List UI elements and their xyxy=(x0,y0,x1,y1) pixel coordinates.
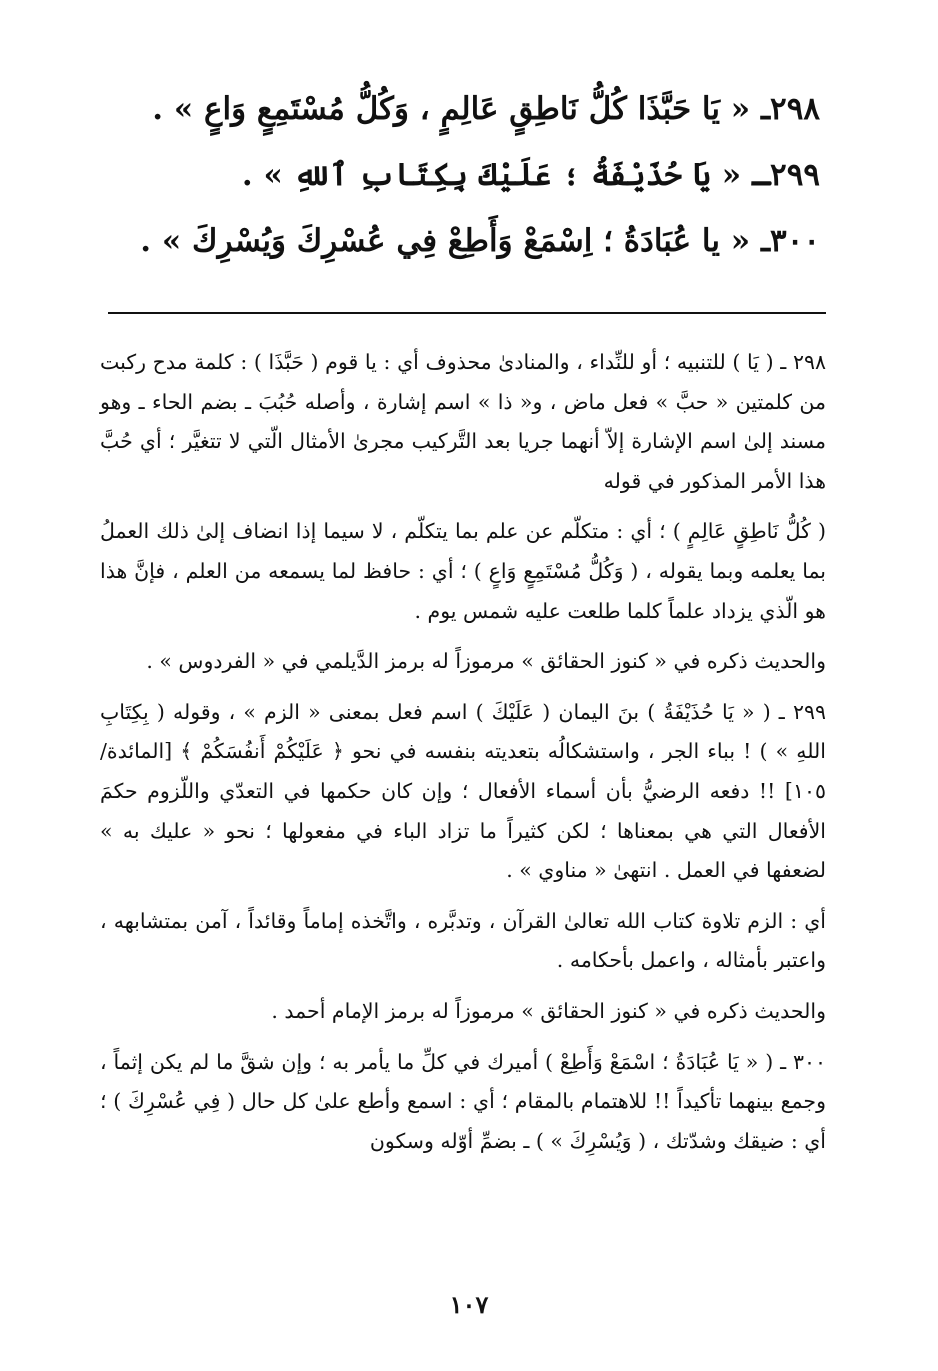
hadith-line-298: ٢٩٨ـ « يَا حَبَّذَا كُلُّ نَاطِقٍ عَالِمٍ ، وَكُلُّ مُسْتَمِعٍ وَاعٍ » . xyxy=(152,91,820,127)
page-number: ١٠٧ xyxy=(449,1290,489,1319)
text-line: ٢٩٩ ـ ( « يَا حُذَيْفَةُ ) بنَ اليمان ( عَلَيْكَ ) اسم فعل بمعنى « الزم » ، وقوله xyxy=(173,699,826,724)
text-line: الّتي لا تتغيَّر ؛ أي حُبَّ هذا الأمر المذكور في قوله xyxy=(100,429,826,493)
text-line: والحديث ذكره في « كنوز الحقائق » مرموزاً له برمز الإمام أحمد . xyxy=(271,998,826,1023)
text-line: ( بِكِتَابِ اللهِ » ) ! بباء الجر ، واستشكالُه بتعديته بنفسه في نحو ﴿ عَلَيْكُمْ أَنفُسَكُمْ ﴾ xyxy=(100,699,826,764)
commentary-paragraph-298-explanation xyxy=(100,512,826,631)
commentary-block xyxy=(100,343,826,1161)
text-line: به » لضعفها في العمل . انتهىٰ « مناوي » . xyxy=(100,818,826,883)
text-line: ٢٩٨ ـ ( يَا ) للتنبيه ؛ أو للنِّداء ، والمنادىٰ محذوف أي : يا قوم ( حَبَّذَا ) : xyxy=(240,350,826,374)
commentary-paragraph-298-source xyxy=(100,642,826,682)
text-line: كلمة مدح ركبت من كلمتين « حبَّ » فعل ماض ، و« ذا » اسم إشارة ، وأصله حُبُبَ xyxy=(100,350,826,414)
hadith-line-300: ٣٠٠ـ « يا عُبَادَةُ ؛ اِسْمَعْ وَأَطِعْ فِي عُسْرِكَ وَيُسْرِكَ » . xyxy=(140,223,820,259)
text-line: العلم ، فإنَّ هذا هو الّذي يزداد علماً كلما طلعت عليه شمس يوم . xyxy=(100,558,826,623)
text-line: حكمَ الأفعال التي هي بمعناها ؛ لكن كثيراً ما تزاد الباء في مفعولها ؛ نحو « عليك xyxy=(100,778,826,843)
text-line: ( كُلُّ نَاطِقٍ عَالِمٍ ) ؛ أي : متكلّم عن علم بما يتكلّم ، لا سيما إذا انضاف إلىٰ xyxy=(195,519,826,544)
commentary-paragraph-299-source xyxy=(100,992,826,1032)
text-line: بمتشابهه ، واعتبر بأمثاله ، واعمل بأحكامه . xyxy=(100,908,826,973)
text-line: أي : الزم تلاوة كتاب الله تعالىٰ القرآن ، وتدبَّره ، واتَّخذه إماماً وقائداً ، آمن xyxy=(195,908,826,933)
hadith-text-block xyxy=(100,76,820,274)
commentary-paragraph-299 xyxy=(100,693,826,891)
text-line: والحديث ذكره في « كنوز الحقائق » مرموزاً له برمز الدَّيلمي في « الفردوس » . xyxy=(146,649,826,674)
text-line: [المائدة/ ١٠٥] !! دفعه الرضيُّ بأن أسماء الأفعال ؛ وإن كان حكمها في التعدّي واللّزوم xyxy=(100,739,826,803)
hadith-line-299: ٢٩٩ـ « يَا حُذَيْفَةُ ؛ عَلَيْكَ بِكِتَابِ ٱللهِ » . xyxy=(241,157,820,193)
text-line: يكن إثماً ، وجمع بينهما تأكيداً !! للاهتمام بالمقام ؛ أي : اسمع وأطع علىٰ كل xyxy=(100,1049,826,1114)
commentary-paragraph-300 xyxy=(100,1043,826,1162)
commentary-paragraph-299-explanation xyxy=(100,902,826,981)
text-line: ـ بضم الحاء ـ وهو مسند إلىٰ اسم الإشارة إلاّ أنهما جريا بعد التَّركيب مجرىٰ الأمثال xyxy=(100,389,827,454)
text-line: ٣٠٠ ـ ( « يَا عُبَادَةُ ؛ اسْمَعْ وَأَطِعْ ) أميرك في كلِّ ما يأمر به ؛ وإن شقَّ ما لم xyxy=(189,1049,827,1074)
commentary-paragraph-298-intro xyxy=(100,343,826,501)
text-line: ذلك العملُ بما يعلمه وبما يقوله ، ( وَكُلُّ مُسْتَمِعٍ وَاعٍ ) ؛ أي : حافظ لما يسمعه من xyxy=(100,519,826,583)
footnote-divider xyxy=(108,312,826,314)
text-line: حال ( فِي عُسْرِكَ ) ؛ أي : ضيقك وشدّتك ، ( وَيُسْرِكَ » ) ـ بضمِّ أوّله وسكون xyxy=(100,1089,826,1153)
